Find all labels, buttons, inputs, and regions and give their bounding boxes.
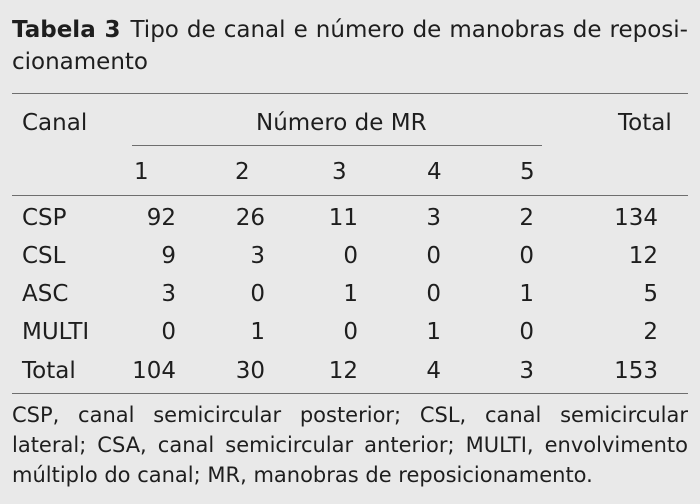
cell-multi-2: 1: [250, 319, 265, 345]
group-underline: [132, 145, 542, 146]
header-col-3: 3: [332, 159, 347, 185]
cell-multi-1: 0: [161, 319, 176, 345]
cell-multi-3: 0: [343, 319, 358, 345]
cell-asc-1: 3: [161, 281, 176, 307]
cell-multi-5: 0: [519, 319, 534, 345]
table-footnote: CSP, canal semicircular posterior; CSL, canal semicircular lateral; CSA, canal semicircular anterior; MULTI, envolvimento múltiplo do canal; MR, manobras de reposicionamento.: [12, 403, 688, 487]
table-caption: [12, 14, 688, 78]
table-bottom-rule: [12, 393, 688, 394]
row-label-csp: CSP: [22, 205, 67, 231]
caption-text: Tipo de canal e número de manobras de reposi-cionamento: [12, 17, 688, 75]
cell-asc-3: 1: [343, 281, 358, 307]
cell-asc-2: 0: [250, 281, 265, 307]
cell-csp-3: 11: [328, 205, 358, 231]
cell-grand-total: 153: [614, 358, 658, 384]
cell-multi-4: 1: [426, 319, 441, 345]
cell-csl-1: 9: [161, 243, 176, 269]
cell-asc-total: 5: [643, 281, 658, 307]
cell-csp-2: 26: [235, 205, 265, 231]
row-label-asc: ASC: [22, 281, 69, 307]
cell-csl-4: 0: [426, 243, 441, 269]
row-label-csl: CSL: [22, 243, 66, 269]
header-numero-mr: Número de MR: [256, 110, 427, 136]
cell-total-1: 104: [132, 358, 176, 384]
cell-csp-4: 3: [426, 205, 441, 231]
header-col-5: 5: [520, 159, 535, 185]
cell-multi-total: 2: [643, 319, 658, 345]
cell-csl-total: 12: [628, 243, 658, 269]
cell-csp-total: 134: [614, 205, 658, 231]
cell-csl-3: 0: [343, 243, 358, 269]
table-top-rule: [12, 93, 688, 94]
header-col-1: 1: [134, 159, 149, 185]
cell-csl-2: 3: [250, 243, 265, 269]
cell-total-4: 4: [426, 358, 441, 384]
cell-total-3: 12: [328, 358, 358, 384]
cell-asc-5: 1: [519, 281, 534, 307]
cell-total-5: 3: [519, 358, 534, 384]
row-label-multi: MULTI: [22, 319, 90, 345]
header-bottom-rule: [12, 195, 688, 196]
header-canal: Canal: [22, 110, 88, 136]
row-label-total: Total: [22, 358, 76, 384]
caption-label: Tabela 3: [12, 17, 121, 43]
cell-total-2: 30: [235, 358, 265, 384]
cell-asc-4: 0: [426, 281, 441, 307]
header-col-2: 2: [235, 159, 250, 185]
cell-csp-1: 92: [146, 205, 176, 231]
header-col-4: 4: [427, 159, 442, 185]
cell-csp-5: 2: [519, 205, 534, 231]
header-total: Total: [618, 110, 672, 136]
cell-csl-5: 0: [519, 243, 534, 269]
